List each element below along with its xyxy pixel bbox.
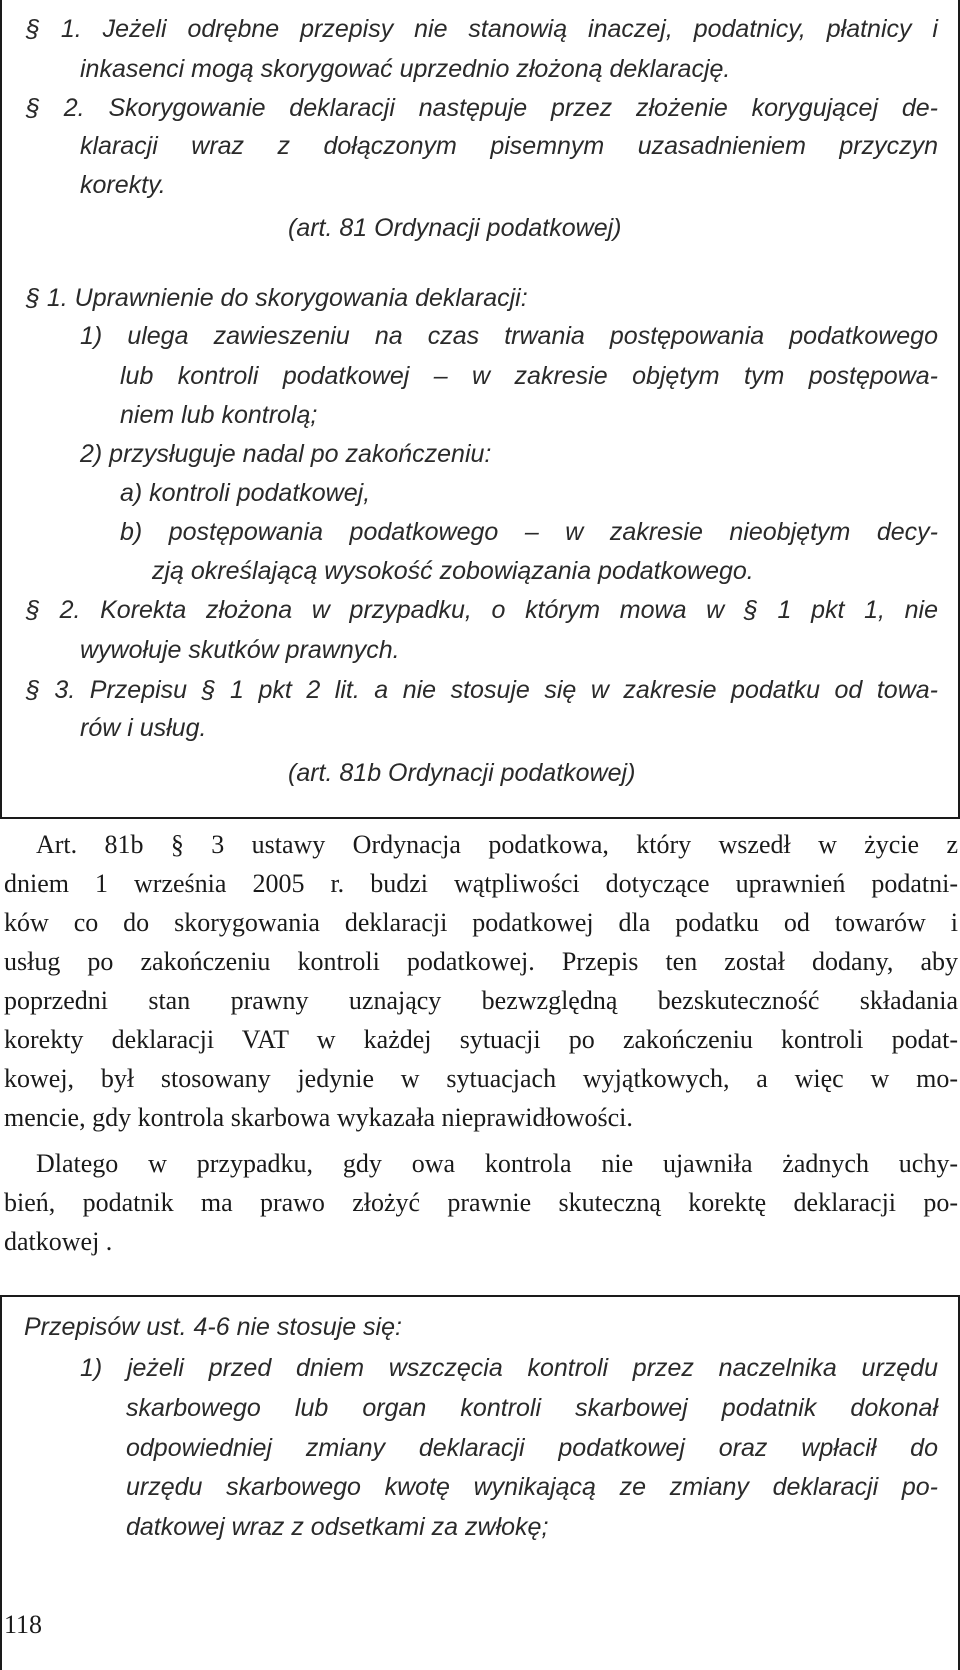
quote-citation: (art. 81b Ordynacji podatkowej) [288,759,636,787]
page-number: 118 [4,1610,43,1639]
quote-line: § 2. Korekta złożona w przypadku, o którym mowa w § 1 pkt 1, nie [26,596,938,624]
quote-line: 1) ulega zawieszeniu na czas trwania postępowania podatkowego [80,322,938,350]
quote-line: klaracji wraz z dołączonym pisemnym uzasadnieniem przyczyn [80,132,938,160]
statute-quote-box-2 [0,1295,960,1670]
paragraph-line: kowej, był stosowany jedynie w sytuacjach wyjątkowych, a więc w mo- [4,1064,958,1093]
quote-line: zją określającą wysokość zobowiązania podatkowego. [152,557,754,585]
quote-line: a) kontroli podatkowej, [120,479,371,507]
quote-citation: (art. 81 Ordynacji podatkowej) [288,214,622,242]
paragraph-line: usług po zakończeniu kontroli podatkowej. Przepis ten został dodany, aby [4,947,958,976]
paragraph-line: Art. 81b § 3 ustawy Ordynacja podatkowa, który wszedł w życie z [36,830,958,859]
quote-line: § 1. Jeżeli odrębne przepisy nie stanowią inaczej, podatnicy, płatnicy i [26,15,938,43]
paragraph-line: mencie, gdy kontrola skarbowa wykazała nieprawidłowości. [4,1103,633,1132]
quote-line: odpowiedniej zmiany deklaracji podatkowej oraz wpłacił do [126,1434,938,1462]
quote-line: wywołuje skutków prawnych. [80,636,400,664]
statute-quote-box-1 [0,0,960,819]
paragraph-line: datkowej . [4,1227,113,1256]
quote-line: lub kontroli podatkowej – w zakresie objętym tym postępowa- [120,362,938,390]
quote-line: datkowej wraz z odsetkami za zwłokę; [126,1513,549,1541]
quote-line: 2) przysługuje nadal po zakończeniu: [80,440,492,468]
quote-line: § 2. Skorygowanie deklaracji następuje przez złożenie korygującej de- [26,94,938,122]
paragraph-line: ków co do skorygowania deklaracji podatkowej dla podatku od towarów i [4,908,958,937]
paragraph-line: bień, podatnik ma prawo złożyć prawnie skuteczną korektę deklaracji po- [4,1188,958,1217]
quote-line: inkasenci mogą skorygować uprzednio złożoną deklarację. [80,55,731,83]
quote-line: skarbowego lub organ kontroli skarbowej podatnik dokonał [126,1394,938,1422]
paragraph-line: dniem 1 września 2005 r. budzi wątpliwości dotyczące uprawnień podatni- [4,869,958,898]
paragraph-line: poprzedni stan prawny uznający bezwzględną bezskuteczność składania [4,986,958,1015]
quote-line: § 3. Przepisu § 1 pkt 2 lit. a nie stosuje się w zakresie podatku od towa- [26,676,938,704]
quote-line: niem lub kontrolą; [120,401,318,429]
paragraph-line: Dlatego w przypadku, gdy owa kontrola nie ujawniła żadnych uchy- [36,1149,958,1178]
quote-line: § 1. Uprawnienie do skorygowania deklaracji: [26,284,528,312]
quote-line: Przepisów ust. 4-6 nie stosuje się: [24,1313,402,1341]
paragraph-line: korekty deklaracji VAT w każdej sytuacji po zakończeniu kontroli podat- [4,1025,958,1054]
quote-line: b) postępowania podatkowego – w zakresie nieobjętym decy- [120,518,938,546]
quote-line: 1) jeżeli przed dniem wszczęcia kontroli przez naczelnika urzędu [80,1354,938,1382]
quote-line: korekty. [80,171,166,199]
quote-line: rów i usług. [80,714,207,742]
quote-line: urzędu skarbowego kwotę wynikającą ze zmiany deklaracji po- [126,1473,938,1501]
